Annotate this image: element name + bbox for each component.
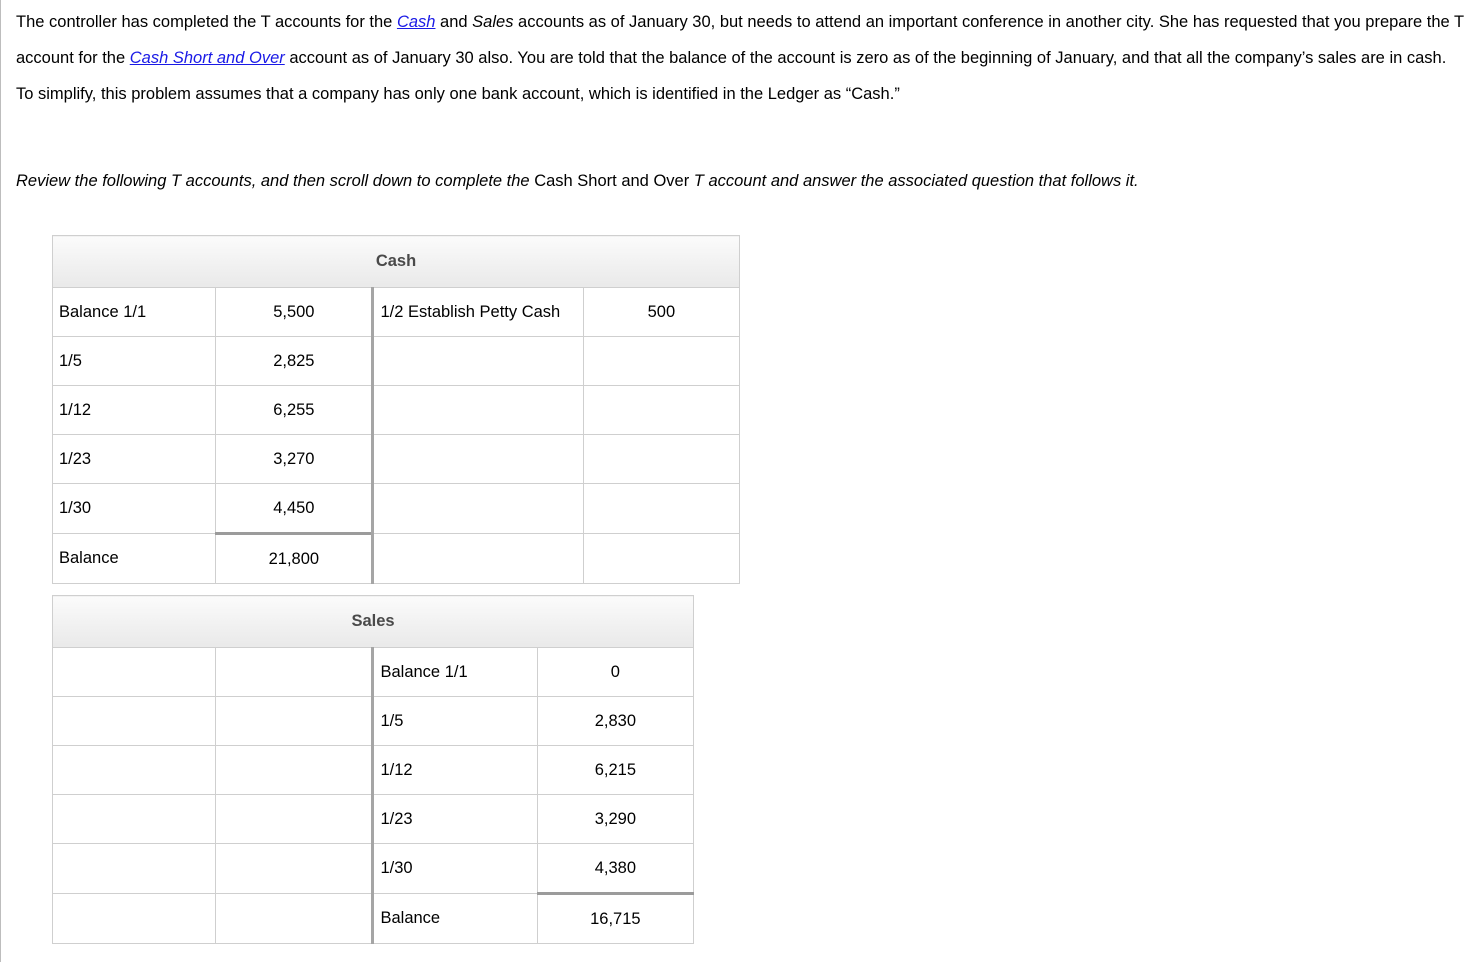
cash-link[interactable]: Cash (396, 13, 436, 31)
cash-t-account (52, 235, 740, 584)
cash-debit-label: 1/30 (53, 484, 216, 534)
cash-debit-label: Balance (53, 534, 216, 584)
sales-term: Sales (472, 13, 514, 31)
sales-credit-label: 1/23 (373, 795, 537, 844)
sales-row (53, 795, 694, 844)
sales-row (53, 844, 694, 894)
cash-debit-amount: 4,450 (216, 484, 373, 534)
sales-credit-amount: 16,715 (537, 894, 693, 944)
sales-debit-amount (216, 844, 373, 894)
cash-credit-amount (583, 337, 739, 386)
intro-paragraph (16, 4, 1466, 112)
cash-credit-label (373, 534, 583, 584)
cash-credit-label (373, 484, 583, 534)
intro-text-2: and (435, 13, 473, 31)
sales-credit-amount: 2,830 (537, 697, 693, 746)
cash-row (53, 288, 740, 337)
sales-debit-amount (216, 697, 373, 746)
review-text-2: T account and answer the associated question that follows it. (689, 172, 1139, 190)
sales-debit-label (53, 795, 216, 844)
cash-credit-label (373, 337, 583, 386)
cash-debit-amount: 3,270 (216, 435, 373, 484)
cash-row (53, 386, 740, 435)
intro-text-1: The controller has completed the T accounts for the (16, 13, 397, 31)
cash-credit-amount (583, 534, 739, 584)
cash-debit-amount: 2,825 (216, 337, 373, 386)
sales-credit-amount: 6,215 (537, 746, 693, 795)
sales-credit-label: 1/12 (373, 746, 537, 795)
sales-credit-label: Balance 1/1 (373, 648, 537, 697)
cash-short-and-over-link[interactable]: Cash Short and Over (129, 49, 285, 67)
cash-debit-amount: 6,255 (216, 386, 373, 435)
sales-credit-amount: 3,290 (537, 795, 693, 844)
sales-debit-amount (216, 648, 373, 697)
cash-credit-label: 1/2 Establish Petty Cash (373, 288, 583, 337)
sales-credit-label: 1/30 (373, 844, 537, 894)
sales-debit-label (53, 894, 216, 944)
sales-debit-amount (216, 746, 373, 795)
sales-credit-amount: 4,380 (537, 844, 693, 894)
review-account-name: Cash Short and Over (534, 172, 690, 190)
intro-text-4: account as of January 30 also. You are told that the balance of the account is zero as of the beginning of January, and that all the company’s sales are in cash. To simplify, this problem assumes that a company has only one bank account, which is identified in the Ledger as “Cash.” (16, 49, 1447, 103)
sales-row (53, 648, 694, 697)
sales-debit-label (53, 844, 216, 894)
cash-row (53, 534, 740, 584)
cash-row (53, 435, 740, 484)
left-border (0, 0, 1, 962)
sales-debit-amount (216, 795, 373, 844)
sales-credit-amount: 0 (537, 648, 693, 697)
cash-debit-label: Balance 1/1 (53, 288, 216, 337)
cash-debit-label: 1/5 (53, 337, 216, 386)
cash-credit-amount (583, 484, 739, 534)
cash-credit-label (373, 386, 583, 435)
cash-row (53, 337, 740, 386)
sales-t-account (52, 595, 694, 944)
cash-debit-label: 1/23 (53, 435, 216, 484)
sales-row (53, 894, 694, 944)
review-text-1: Review the following T accounts, and then scroll down to complete the (16, 172, 535, 190)
cash-debit-label: 1/12 (53, 386, 216, 435)
review-instruction (16, 166, 1139, 196)
sales-debit-amount (216, 894, 373, 944)
cash-debit-amount: 5,500 (216, 288, 373, 337)
intro-text-3: accounts as of January 30, but needs to attend an important conference in another city. She has requested that you prepare the T account for the (16, 13, 1464, 67)
cash-credit-amount (583, 386, 739, 435)
sales-debit-label (53, 746, 216, 795)
sales-row (53, 746, 694, 795)
sales-credit-label: Balance (373, 894, 537, 944)
sales-title: Sales (53, 596, 694, 648)
sales-credit-label: 1/5 (373, 697, 537, 746)
sales-row (53, 697, 694, 746)
cash-debit-amount: 21,800 (216, 534, 373, 584)
cash-credit-amount: 500 (583, 288, 739, 337)
cash-row (53, 484, 740, 534)
sales-debit-label (53, 697, 216, 746)
cash-title: Cash (53, 236, 740, 288)
cash-credit-amount (583, 435, 739, 484)
sales-debit-label (53, 648, 216, 697)
cash-credit-label (373, 435, 583, 484)
